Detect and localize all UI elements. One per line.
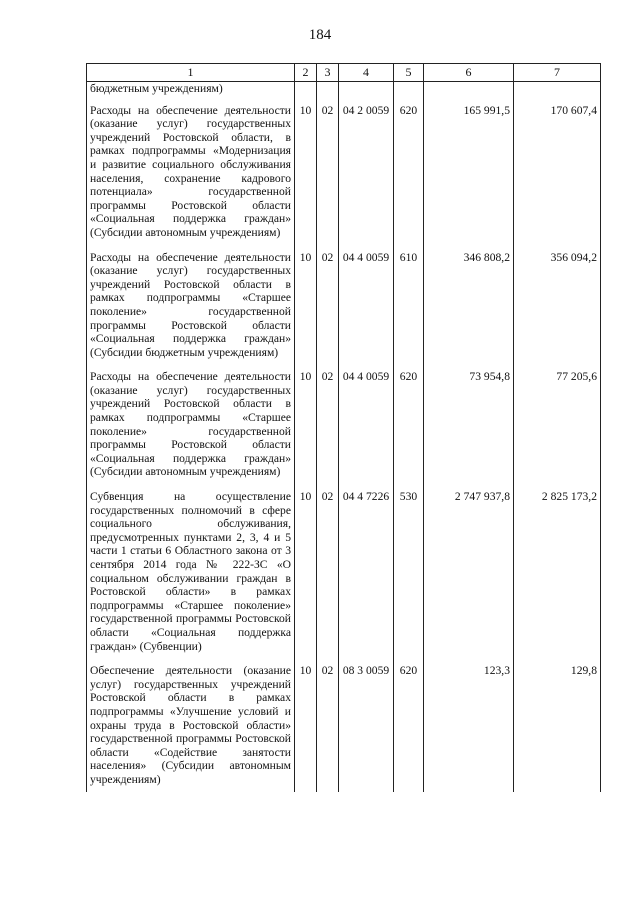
row-col-2: 10: [295, 658, 317, 791]
row-col-6: 73 954,8: [424, 364, 514, 484]
header-col-4: 4: [339, 64, 394, 82]
row-col-5: 620: [394, 658, 424, 791]
row-col-3: 02: [317, 364, 339, 484]
header-row: [87, 64, 601, 82]
row-col-2: 10: [295, 484, 317, 658]
row-col-4: 04 4 7226: [339, 484, 394, 658]
row-col-4: 04 4 0059: [339, 245, 394, 365]
row-description: Расходы на обеспечение деятельности (оказание услуг) государственных учреждений Ростовской области в рамках подпрограммы «Старшее поколение» государственной программы Ростовской области «Социальная поддержка граждан» (Субсидии автономным учреждениям): [87, 364, 295, 484]
budget-table: [86, 63, 601, 792]
row-col-3: 02: [317, 245, 339, 365]
row-col-5: 530: [394, 484, 424, 658]
row-col-3: 02: [317, 484, 339, 658]
row-col-2: 10: [295, 364, 317, 484]
row-col-6: 165 991,5: [424, 98, 514, 245]
header-col-1: 1: [87, 64, 295, 82]
row-col-5: 610: [394, 245, 424, 365]
table-row: [87, 98, 601, 245]
table-row: [87, 364, 601, 484]
row-col-2: 10: [295, 98, 317, 245]
header-col-2: 2: [295, 64, 317, 82]
header-col-6: 6: [424, 64, 514, 82]
header-col-5: 5: [394, 64, 424, 82]
row-col-7: 129,8: [514, 658, 601, 791]
header-col-3: 3: [317, 64, 339, 82]
row-col-2: 10: [295, 245, 317, 365]
header-col-7: 7: [514, 64, 601, 82]
row-col-6: 123,3: [424, 658, 514, 791]
row-col-7: 77 205,6: [514, 364, 601, 484]
row-col-6: 346 808,2: [424, 245, 514, 365]
row-col-7: 2 825 173,2: [514, 484, 601, 658]
row-col-6: 2 747 937,8: [424, 484, 514, 658]
continuation-row: [87, 82, 601, 98]
row-col-4: 04 4 0059: [339, 364, 394, 484]
row-description: Субвенция на осуществление государственных полномочий в сфере социального обслуживания, предусмотренных пунктами 2, 3, 4 и 5 части 1 статьи 6 Областного закона от 3 сентября 2014 года № 222-ЗС «О социальном обслуживании граждан в Ростовской области» в рамках подпрограммы «Старшее поколение» государственной программы Ростовской области «Социальная поддержка граждан» (Субвенции): [87, 484, 295, 658]
page-number: 184: [308, 27, 332, 43]
row-description: Расходы на обеспечение деятельности (оказание услуг) государственных учреждений Ростовской области в рамках подпрограммы «Старшее поколение» государственной программы Ростовской области «Социальная поддержка граждан» (Субсидии бюджетным учреждениям): [87, 245, 295, 365]
row-col-4: 04 2 0059: [339, 98, 394, 245]
table-row: [87, 658, 601, 791]
row-col-7: 170 607,4: [514, 98, 601, 245]
continuation-text: бюджетным учреждениям): [87, 82, 295, 98]
row-description: Расходы на обеспечение деятельности (оказание услуг) государственных учреждений Ростовской области, в рамках подпрограммы «Модернизация и развитие социального обслуживания населения, сохранение кадрового потенциала» государственной программы Ростовской области «Социальная поддержка граждан» (Субсидии автономным учреждениям): [87, 98, 295, 245]
row-col-5: 620: [394, 98, 424, 245]
row-col-5: 620: [394, 364, 424, 484]
row-description: Обеспечение деятельности (оказание услуг) государственных учреждений Ростовской области в рамках подпрограммы «Улучшение условий и охраны труда в Ростовской области» государственной программы Ростовской области «Содействие занятости населения» (Субсидии автономным учреждениям): [87, 658, 295, 791]
row-col-7: 356 094,2: [514, 245, 601, 365]
table-row: [87, 245, 601, 365]
row-col-3: 02: [317, 658, 339, 791]
table-row: [87, 484, 601, 658]
row-col-4: 08 3 0059: [339, 658, 394, 791]
row-col-3: 02: [317, 98, 339, 245]
